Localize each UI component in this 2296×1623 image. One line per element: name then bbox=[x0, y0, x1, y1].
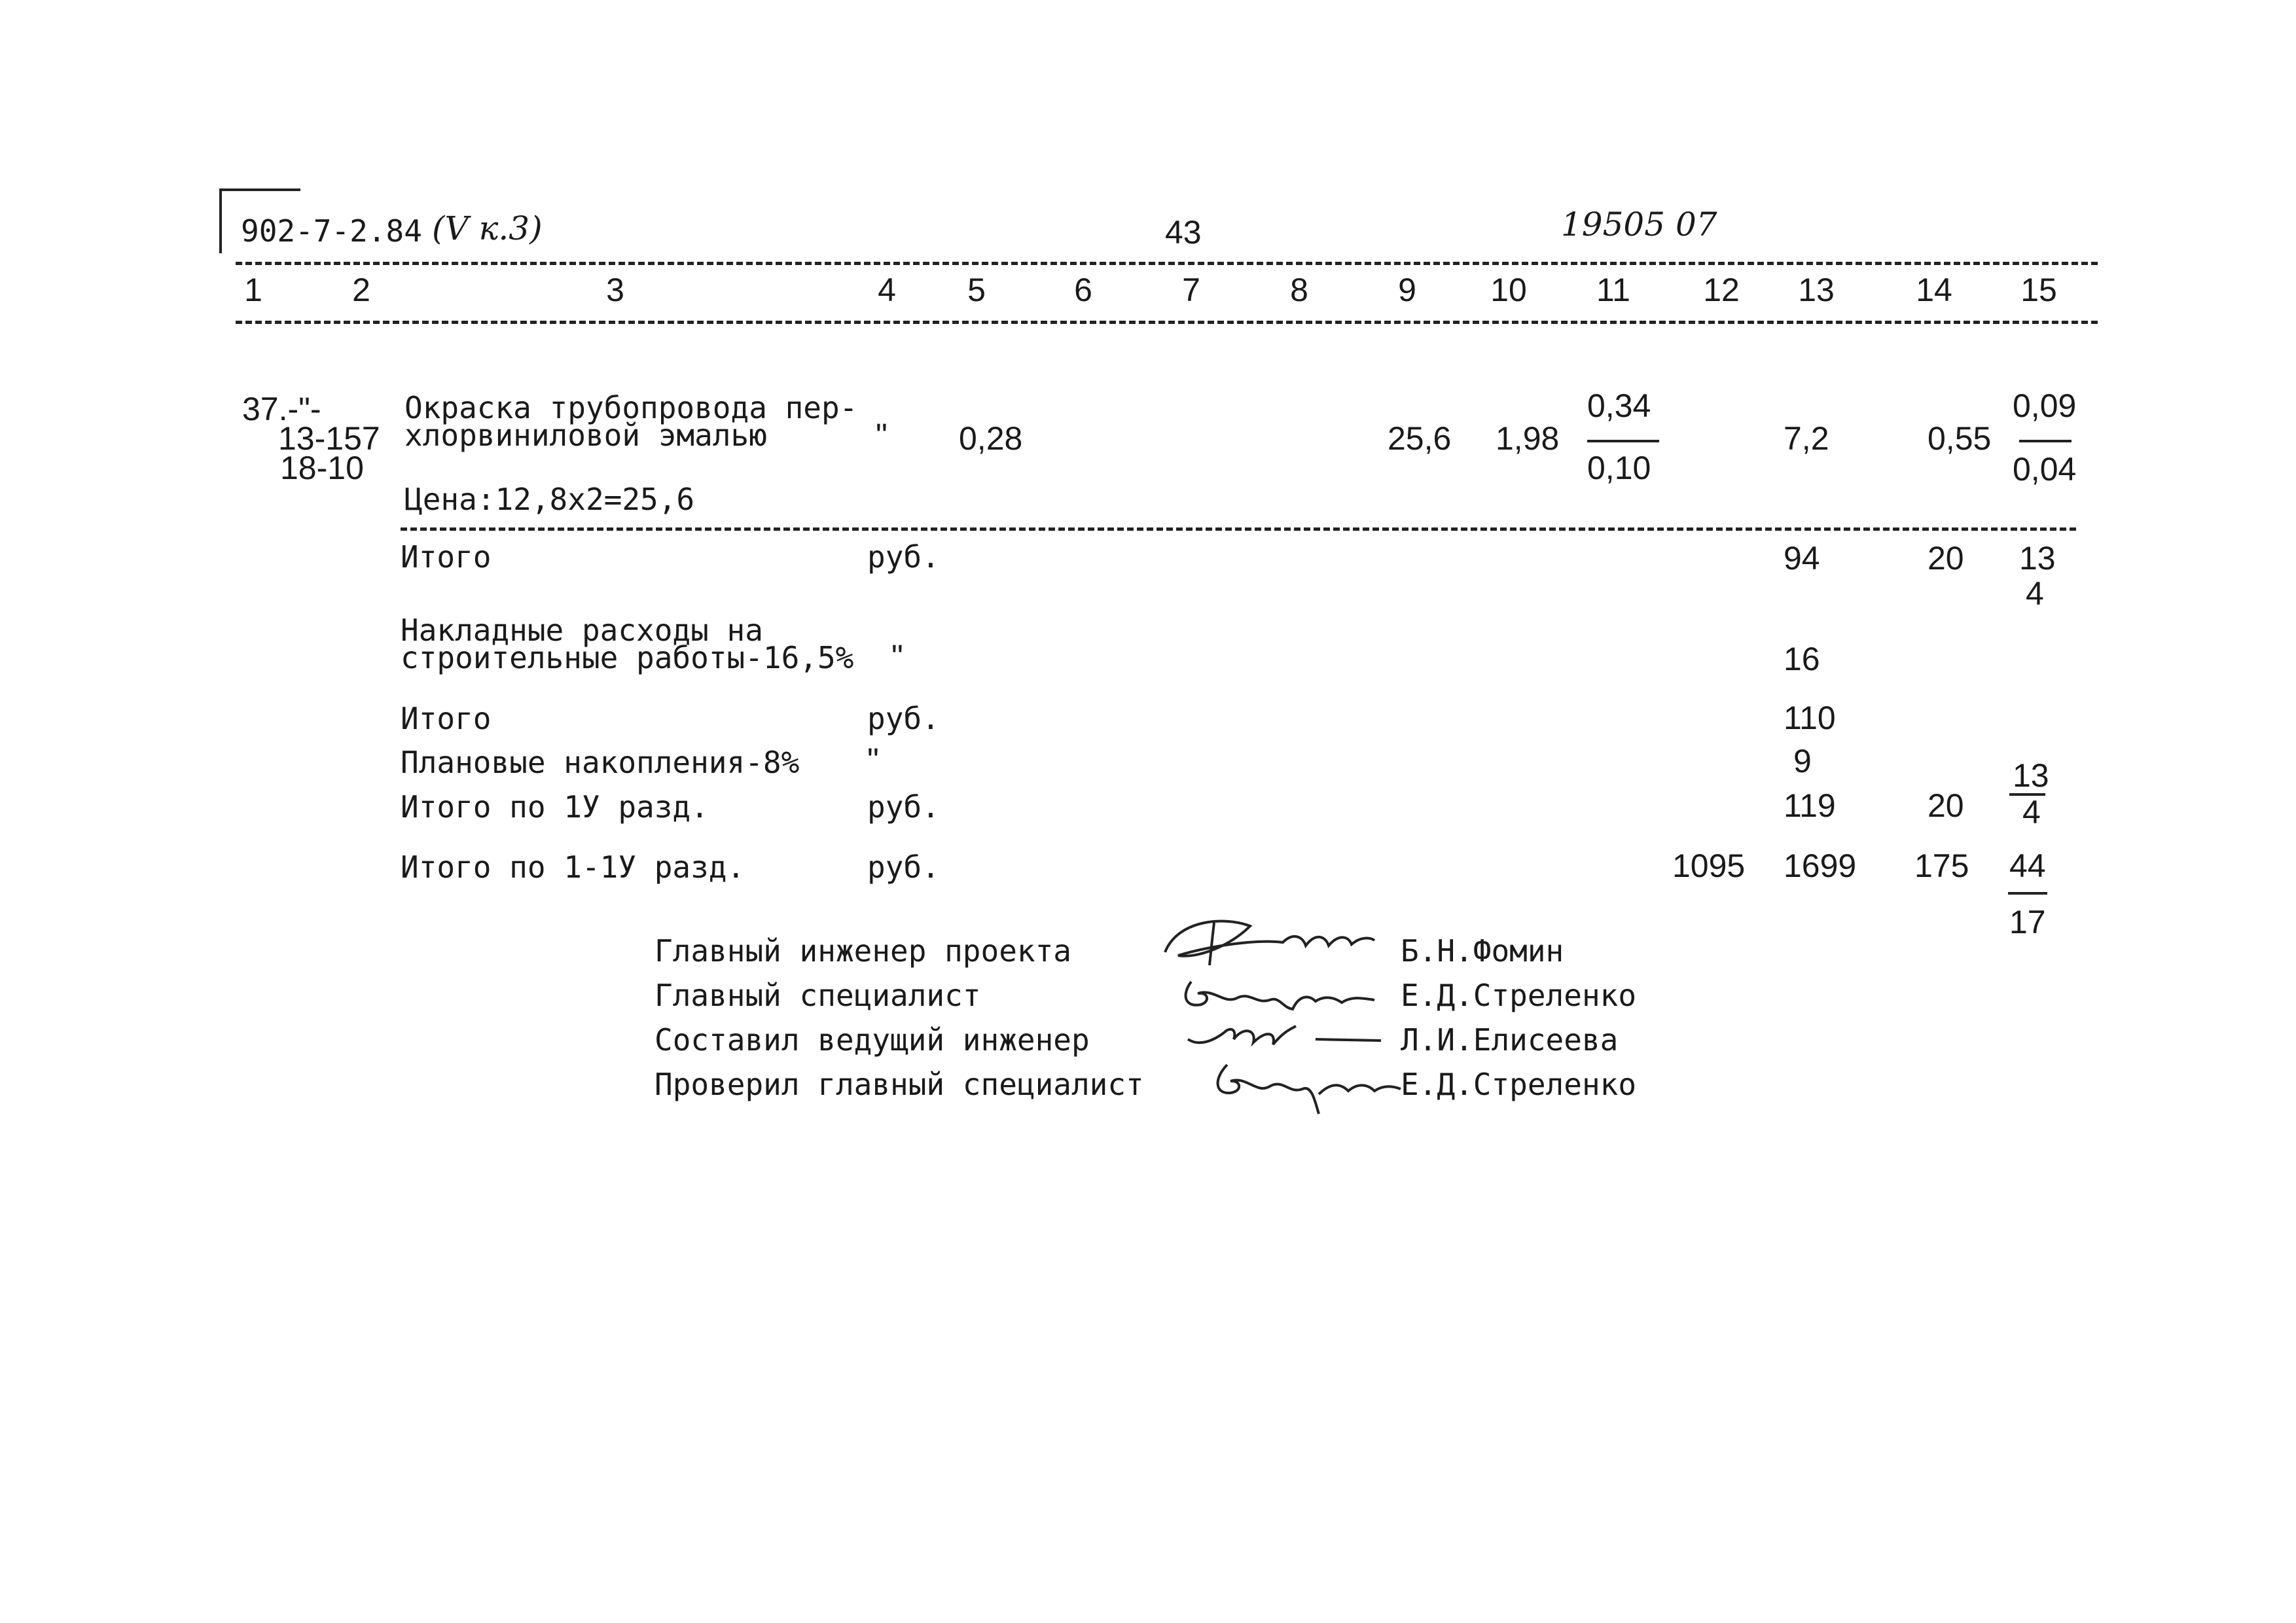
section-total-unit: руб. bbox=[867, 789, 940, 825]
item-col15-bottom: 0,04 bbox=[2013, 451, 2077, 488]
header-bottom-rule bbox=[236, 321, 2098, 324]
grand-total-col14: 175 bbox=[1914, 847, 1969, 884]
page-number: 43 bbox=[1165, 214, 1202, 251]
item-price: Цена:12,8х2=25,6 bbox=[404, 482, 695, 517]
item-number: 37.-"- bbox=[242, 391, 321, 427]
item-col10: 1,98 bbox=[1496, 420, 1560, 457]
grand-total-col13: 1699 bbox=[1784, 847, 1857, 884]
handwritten-signature bbox=[1178, 969, 1394, 1014]
column-header: 3 bbox=[606, 272, 624, 308]
totals-rule bbox=[401, 527, 2076, 531]
totals-unit: руб. bbox=[867, 701, 940, 736]
column-header: 4 bbox=[878, 272, 896, 308]
item-col5: 0,28 bbox=[959, 420, 1023, 457]
item-col9: 25,6 bbox=[1388, 420, 1452, 457]
item-col13: 7,2 bbox=[1784, 420, 1829, 457]
item-name: Окраска трубопровода пер- bbox=[404, 390, 858, 425]
item-name: хлорвиниловой эмалью bbox=[404, 418, 767, 453]
item-code: 18-10 bbox=[280, 450, 364, 486]
item-col14: 0,55 bbox=[1928, 420, 1992, 457]
totals-col13: 94 bbox=[1784, 540, 1820, 577]
totals-col13: 110 bbox=[1784, 700, 1836, 736]
grand-total-col12: 1095 bbox=[1672, 847, 1746, 884]
overhead-label: строительные работы-16,5% bbox=[401, 640, 854, 675]
signature-name: Л.И.Елисеева bbox=[1401, 1022, 1619, 1058]
section-total-col15-top: 13 bbox=[2013, 757, 2049, 794]
totals-col15-top: 13 bbox=[2019, 540, 2056, 577]
column-header: 6 bbox=[1074, 272, 1092, 308]
signature-role: Проверил главный специалист bbox=[655, 1067, 1144, 1102]
item-code: 13-157 bbox=[278, 420, 380, 457]
grand-total-col15-top: 44 bbox=[2009, 847, 2046, 884]
column-header: 15 bbox=[2020, 272, 2057, 308]
section-total-col15-bottom: 4 bbox=[2022, 794, 2041, 830]
fraction-line bbox=[1587, 440, 1659, 442]
totals-label: Итого bbox=[401, 701, 492, 736]
overhead-label: Накладные расходы на bbox=[401, 613, 763, 648]
overhead-col13: 16 bbox=[1784, 641, 1820, 677]
signature-name: Е.Д.Стреленко bbox=[1401, 1067, 1637, 1102]
totals-col15-bottom: 4 bbox=[2026, 575, 2044, 612]
planned-label: Плановые накопления-8% bbox=[401, 745, 800, 780]
document-code: 902-7-2.84 bbox=[241, 213, 422, 249]
document-note: (Ⅴ к.3) bbox=[432, 209, 543, 247]
handwritten-signature bbox=[1152, 906, 1388, 978]
grand-total-col15-bottom: 17 bbox=[2009, 904, 2046, 940]
section-total-col14: 20 bbox=[1928, 787, 1964, 824]
totals-label: Итого bbox=[401, 539, 492, 575]
signature-role: Составил ведущий инженер bbox=[655, 1022, 1090, 1058]
signature-name: Е.Д.Стреленко bbox=[1401, 978, 1637, 1013]
grand-total-label: Итого по 1-1У разд. bbox=[401, 849, 745, 885]
column-header: 8 bbox=[1290, 272, 1308, 308]
column-header: 2 bbox=[352, 272, 370, 308]
item-col11-top: 0,34 bbox=[1587, 387, 1651, 424]
fraction-line bbox=[2019, 440, 2072, 442]
column-header: 11 bbox=[1596, 272, 1630, 308]
item-unit: " bbox=[876, 417, 888, 454]
column-header: 9 bbox=[1398, 272, 1416, 308]
signature-role: Главный специалист bbox=[655, 978, 981, 1013]
handwritten-signature bbox=[1208, 1055, 1404, 1120]
column-header: 7 bbox=[1182, 272, 1200, 308]
totals-col14: 20 bbox=[1928, 540, 1964, 577]
item-col15-top: 0,09 bbox=[2013, 387, 2077, 424]
column-header: 12 bbox=[1703, 272, 1740, 308]
column-header: 14 bbox=[1916, 272, 1952, 308]
signature-name: Б.Н.Фомин bbox=[1401, 933, 1564, 969]
section-total-col13: 119 bbox=[1784, 787, 1836, 824]
overhead-unit: " bbox=[891, 638, 903, 675]
header-top-rule bbox=[236, 262, 2098, 265]
fraction-line bbox=[2008, 892, 2047, 895]
column-header: 13 bbox=[1798, 272, 1835, 308]
column-header: 5 bbox=[967, 272, 986, 308]
grand-total-unit: руб. bbox=[867, 849, 940, 885]
signature-role: Главный инженер проекта bbox=[655, 933, 1071, 969]
section-total-label: Итого по 1У разд. bbox=[401, 789, 709, 825]
planned-col13: 9 bbox=[1793, 743, 1812, 779]
column-header: 1 bbox=[244, 272, 262, 308]
column-header: 10 bbox=[1490, 272, 1527, 308]
planned-unit: " bbox=[867, 741, 879, 778]
totals-unit: руб. bbox=[867, 539, 940, 575]
archive-number: 19505 07 bbox=[1561, 205, 1717, 243]
item-col11-bottom: 0,10 bbox=[1587, 450, 1651, 486]
handwritten-signature bbox=[1185, 1013, 1401, 1059]
